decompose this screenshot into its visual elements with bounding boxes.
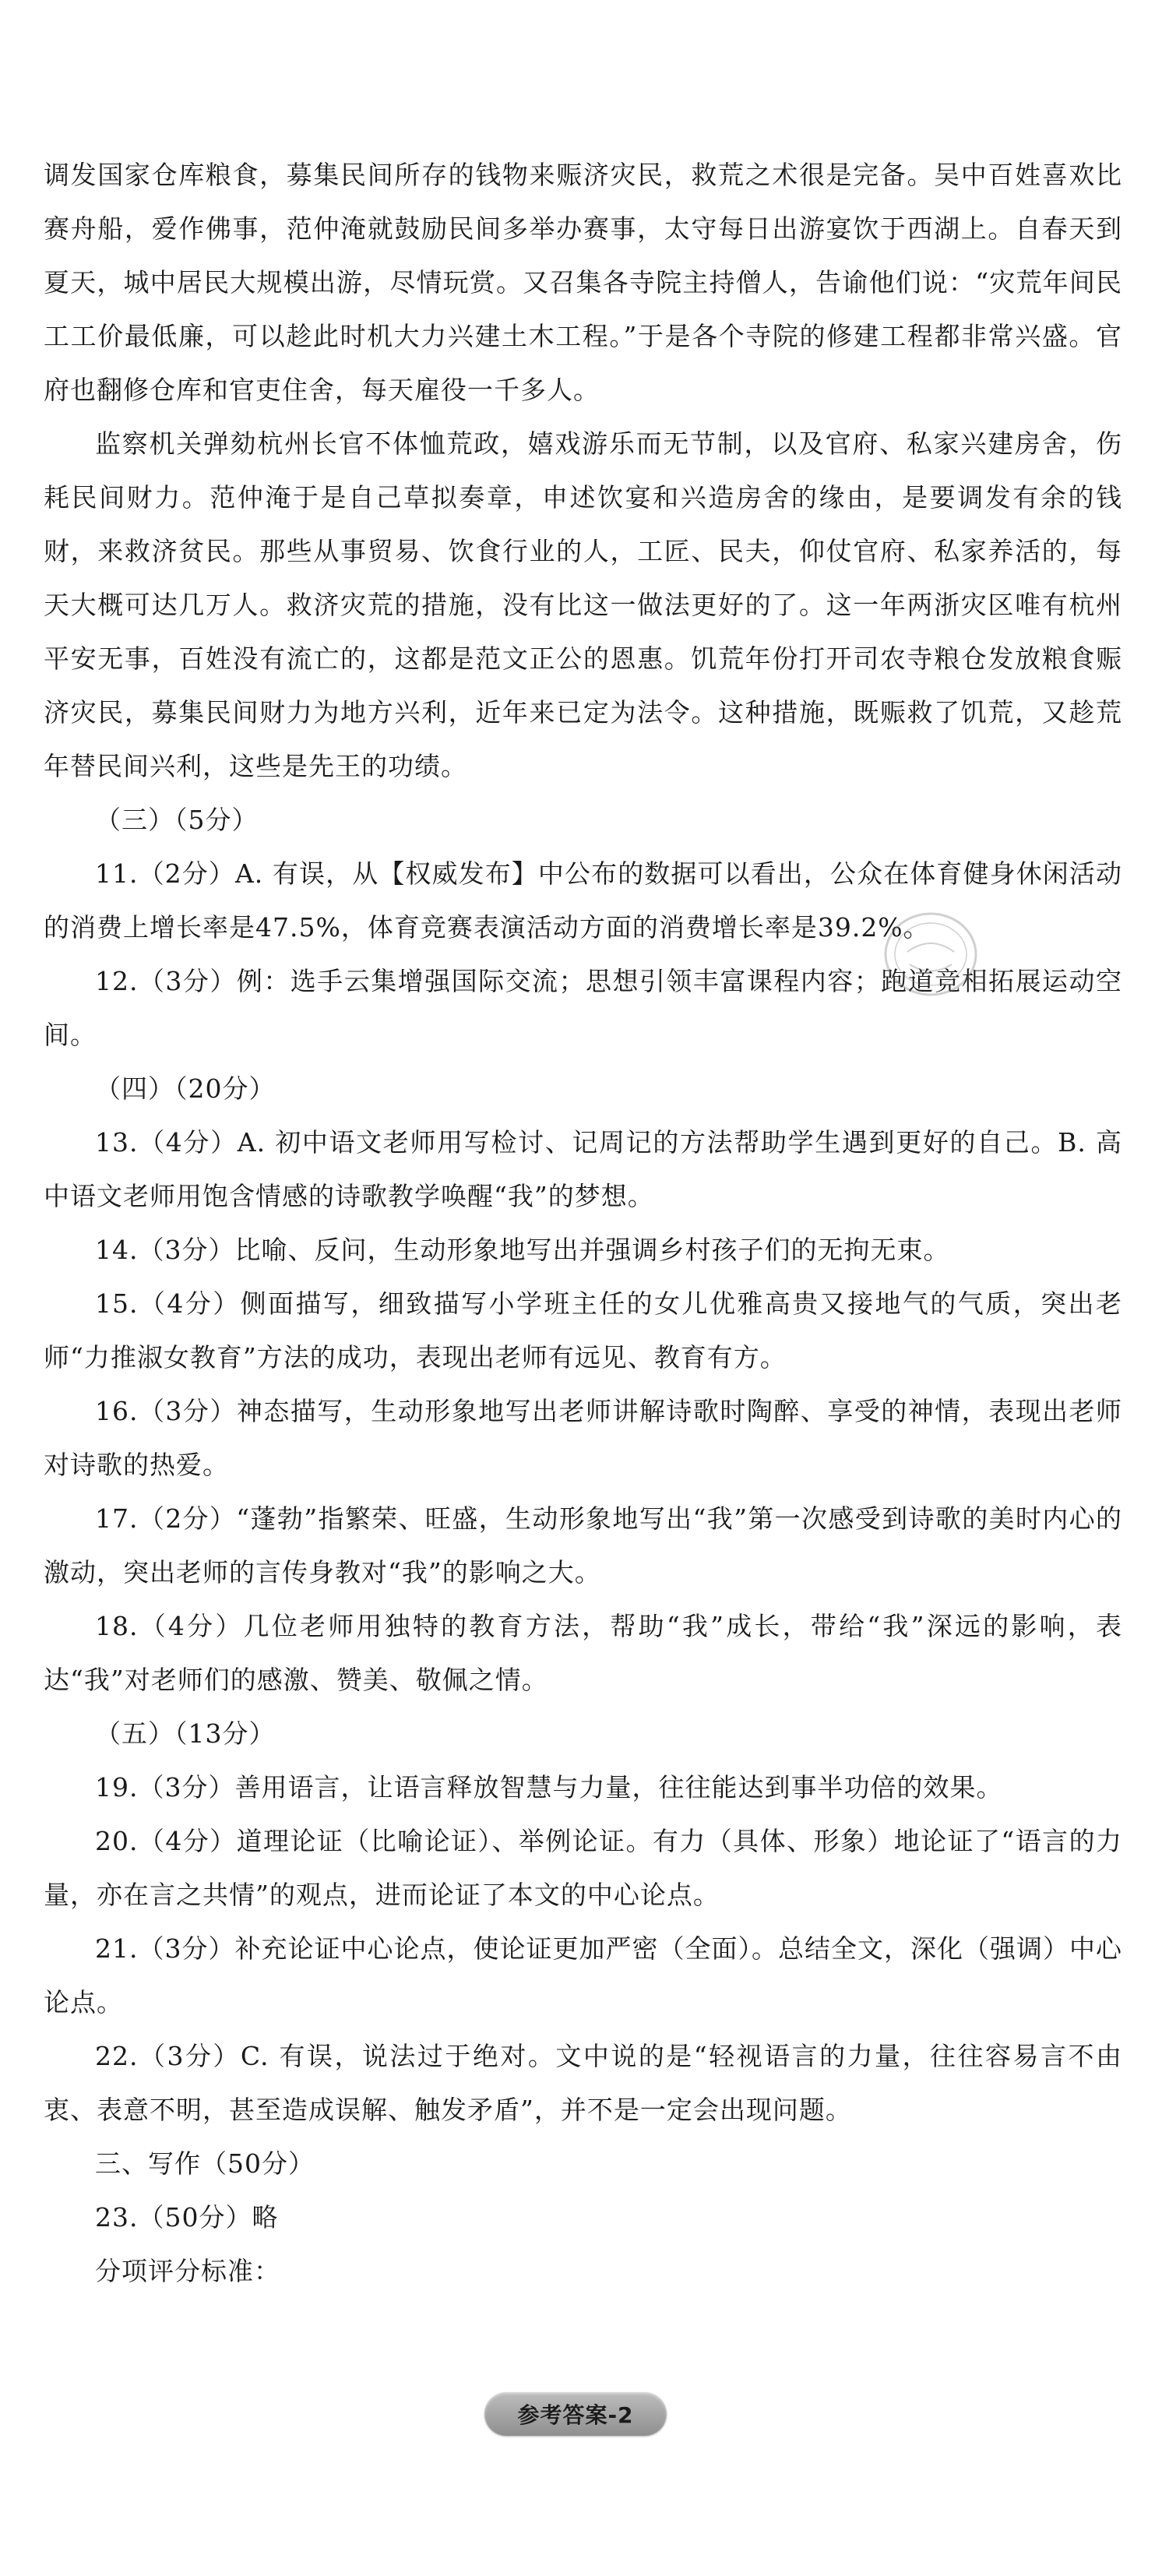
- answer-14: 14.（3分）比喻、反问，生动形象地写出并强调乡村孩子们的无拘无束。: [95, 1235, 950, 1265]
- answer-19: 19.（3分）善用语言，让语言释放智慧与力量，往往能达到事半功倍的效果。: [95, 1772, 1003, 1802]
- section-heading-4: （四）（20分）: [95, 1073, 276, 1104]
- answer-20: 20.（4分）道理论证（比喻论证）、举例论证。有力（具体、形象）地论证了“语言的力量，亦在言之共情”的观点，进而论证了本文的中心论点。: [44, 1826, 1122, 1910]
- paragraph-translation-1: 调发国家仓库粮食，募集民间所存的钱物来赈济灾民，救荒之术很是完备。吴中百姓喜欢比赛舟船，爱作佛事，范仲淹就鼓励民间多举办赛事，太守每日出游宴饮于西湖上。自春天到夏天，城中居民大规模出游，尽情玩赏。又召集各寺院主持僧人，告谕他们说：“灾荒年间民工工价最低廉，可以趁此时机大力兴建土木工程。”于是各个寺院的修建工程都非常兴盛。官府也翻修仓库和官吏住舍，每天雇役一千多人。: [44, 160, 1122, 405]
- answer-16: 16.（3分）神态描写，生动形象地写出老师讲解诗歌时陶醉、享受的神情，表现出老师对诗歌的热爱。: [44, 1396, 1122, 1480]
- section-heading-5: （五）（13分）: [95, 1718, 276, 1749]
- answer-21: 21.（3分）补充论证中心论点，使论证更加严密（全面）。总结全文，深化（强调）中心论点。: [44, 1933, 1122, 2017]
- paragraph-translation-2: 监察机关弹劾杭州长官不体恤荒政，嬉戏游乐而无节制，以及官府、私家兴建房舍，伤耗民间财力。范仲淹于是自己草拟奏章，申述饮宴和兴造房舍的缘由，是要调发有余的钱财，来救济贫民。那些从事贸易、饮食行业的人，工匠、民夫，仰仗官府、私家养活的，每天大概可达几万人。救济灾荒的措施，没有比这一做法更好的了。这一年两浙灾区唯有杭州平安无事，百姓没有流亡的，这都是范文正公的恩惠。饥荒年份打开司农寺粮仓发放粮食赈济灾民，募集民间财力为地方兴利，近年来已定为法令。这种措施，既赈救了饥荒，又趁荒年替民间兴利，这些是先王的功绩。: [44, 428, 1122, 781]
- answer-12: 12.（3分）例：选手云集增强国际交流；思想引领丰富课程内容；跑道竞相拓展运动空间。: [44, 966, 1122, 1050]
- answer-23: 23.（50分）略: [95, 2202, 279, 2232]
- answer-11: 11.（2分）A. 有误，从【权威发布】中公布的数据可以看出，公众在体育健身休闲活动的消费上增长率是47.5%，体育竞赛表演活动方面的消费增长率是39.2%。: [44, 858, 1122, 943]
- answer-17: 17.（2分）“蓬勃”指繁荣、旺盛，生动形象地写出“我”第一次感受到诗歌的美时内心的激动，突出老师的言传身教对“我”的影响之大。: [44, 1503, 1122, 1588]
- answer-content: [44, 148, 1122, 2298]
- section-heading-3: （三）（5分）: [95, 805, 259, 835]
- answer-15: 15.（4分）侧面描写，细致描写小学班主任的女儿优雅高贵又接地气的气质，突出老师“力推淑女教育”方法的成功，表现出老师有远见、教育有方。: [44, 1288, 1122, 1373]
- answer-22: 22.（3分）C. 有误，说法过于绝对。文中说的是“轻视语言的力量，往往容易言不由衷、表意不明，甚至造成误解、触发矛盾”，并不是一定会出现问题。: [44, 2041, 1122, 2125]
- scoring-criteria-label: 分项评分标准：: [95, 2256, 280, 2286]
- footer-page-badge: 参考答案-2: [484, 2392, 667, 2436]
- answer-18: 18.（4分）几位老师用独特的教育方法，帮助“我”成长，带给“我”深远的影响，表达“我”对老师们的感激、赞美、敬佩之情。: [44, 1611, 1122, 1695]
- answer-13: 13.（4分）A. 初中语文老师用写检讨、记周记的方法帮助学生遇到更好的自己。B. 高中语文老师用饱含情感的诗歌教学唤醒“我”的梦想。: [44, 1127, 1122, 1211]
- section-heading-writing: 三、写作（50分）: [95, 2148, 315, 2179]
